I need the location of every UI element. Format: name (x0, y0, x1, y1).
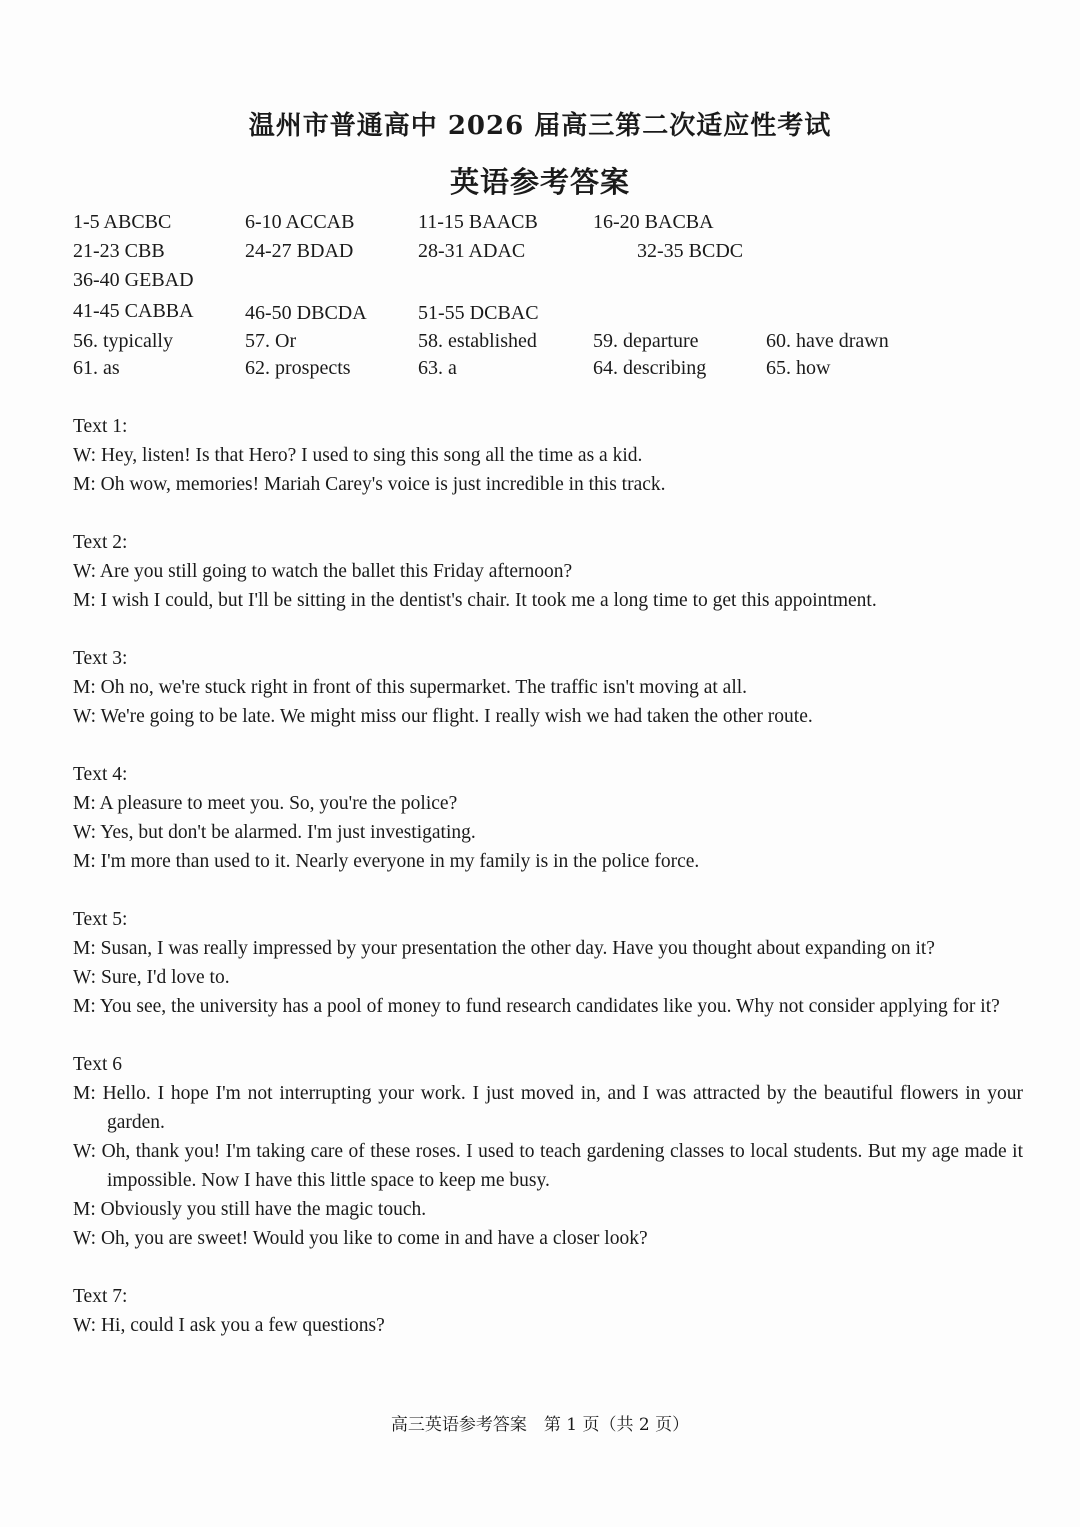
answer-item: 61. as (73, 357, 120, 379)
answer-item: 64. describing (593, 357, 707, 379)
answer-item: 58. established (418, 330, 537, 352)
answer-item: 62. prospects (245, 357, 351, 379)
page-subtitle: 英语参考答案 (449, 165, 630, 199)
answer-item: 16-20 BACBA (593, 211, 714, 233)
answer-item: 32-35 BCDC (637, 240, 744, 262)
dialog-line: M: Oh no, we're stuck right in front of this supermarket. The traffic isn't moving at all. (73, 677, 748, 698)
text-block (73, 528, 1023, 615)
dialog-line: M: I wish I could, but I'll be sitting in the dentist's chair. It took me a long time to get this appointment. (73, 590, 877, 611)
answer-item: 11-15 BAACB (418, 211, 538, 233)
text-heading: Text 5: (73, 909, 128, 930)
listening-transcripts (73, 412, 1023, 1369)
text-heading: Text 7: (73, 1286, 128, 1307)
dialog-line: W: Sure, I'd love to. (73, 967, 230, 988)
dialog-line: W: We're going to be late. We might miss our flight. I really wish we had taken the other route. (73, 706, 813, 727)
text-block (73, 644, 1023, 731)
text-heading: Text 3: (73, 648, 128, 669)
answer-item: 59. departure (593, 330, 699, 352)
page-title: 温州市普通高中 2026 届高三第二次适应性考试 (248, 111, 832, 141)
dialog-line: M: I'm more than used to it. Nearly everyone in my family is in the police force. (73, 851, 700, 872)
dialog-line: M: Hello. I hope I'm not interrupting your work. I just moved in, and I was attracted by the beautiful flowers in your garden. (73, 1083, 1023, 1133)
answer-item: 46-50 DBCDA (245, 302, 367, 324)
text-block (73, 412, 1023, 499)
answer-item: 24-27 BDAD (245, 240, 354, 262)
text-block (73, 1050, 1023, 1253)
dialog-line: W: Hi, could I ask you a few questions? (73, 1315, 385, 1336)
dialog-line: M: A pleasure to meet you. So, you're the police? (73, 793, 458, 814)
text-heading: Text 1: (73, 416, 128, 437)
answer-item: 56. typically (73, 330, 173, 352)
dialog-line: W: Are you still going to watch the ballet this Friday afternoon? (73, 561, 573, 582)
dialog-line: W: Oh, thank you! I'm taking care of these roses. I used to teach gardening classes to local students. But my age made it impossible. Now I have this little space to keep me busy. (73, 1141, 1023, 1191)
text-heading: Text 6 (73, 1054, 122, 1075)
dialog-line: W: Hey, listen! Is that Hero? I used to sing this song all the time as a kid. (73, 445, 643, 466)
dialog-line: M: You see, the university has a pool of money to fund research candidates like you. Why not consider applying for it? (73, 996, 1000, 1017)
dialog-line: W: Oh, you are sweet! Would you like to come in and have a closer look? (73, 1228, 648, 1249)
answer-item: 57. Or (245, 330, 297, 352)
text-block (73, 1282, 1023, 1340)
answer-item: 36-40 GEBAD (73, 269, 194, 291)
answer-item: 41-45 CABBA (73, 300, 194, 322)
text-block (73, 760, 1023, 876)
answer-item: 65. how (766, 357, 831, 379)
page-footer: 高三英语参考答案 第 1 页（共 2 页） (390, 1415, 690, 1435)
answer-item: 6-10 ACCAB (245, 211, 355, 233)
dialog-line: M: Susan, I was really impressed by your presentation the other day. Have you thought about expanding on it? (73, 938, 935, 959)
answer-item: 28-31 ADAC (418, 240, 526, 262)
text-heading: Text 2: (73, 532, 128, 553)
answer-item: 63. a (418, 357, 457, 379)
dialog-line: M: Obviously you still have the magic touch. (73, 1199, 427, 1220)
dialog-line: W: Yes, but don't be alarmed. I'm just investigating. (73, 822, 476, 843)
answer-item: 1-5 ABCBC (73, 211, 172, 233)
text-heading: Text 4: (73, 764, 128, 785)
answer-item: 60. have drawn (766, 330, 889, 352)
answer-item: 21-23 CBB (73, 240, 165, 262)
answer-item: 51-55 DCBAC (418, 302, 539, 324)
text-block (73, 905, 1023, 1021)
dialog-line: M: Oh wow, memories! Mariah Carey's voice is just incredible in this track. (73, 474, 666, 495)
